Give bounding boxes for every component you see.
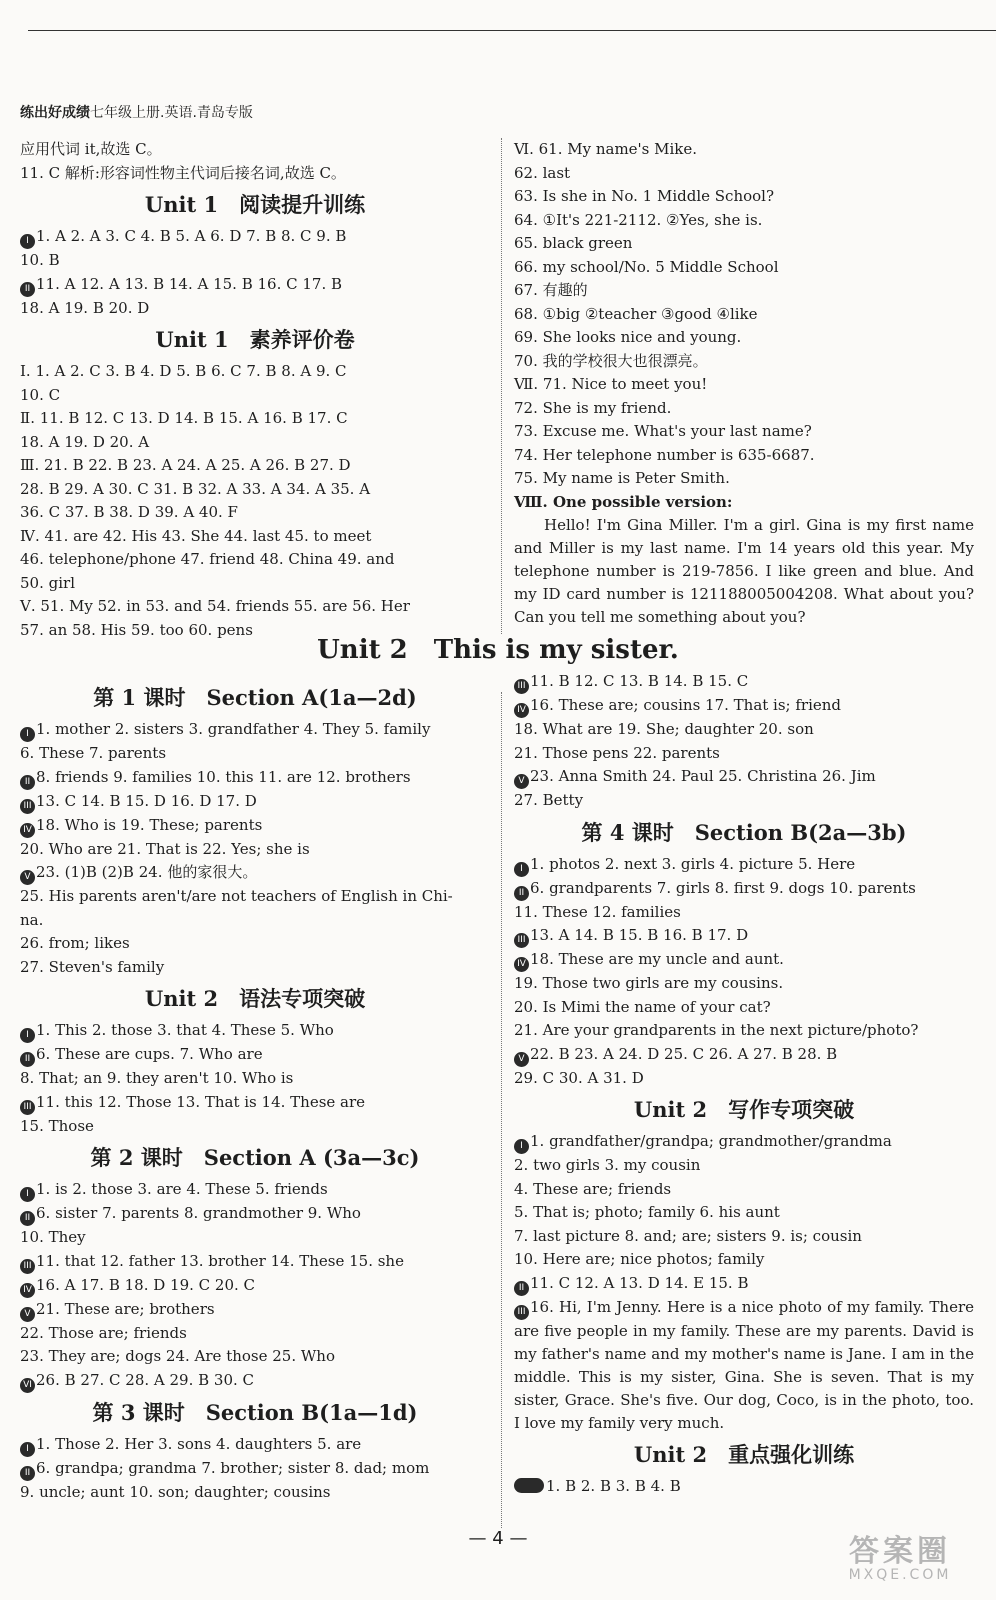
part-marker-icon: III <box>20 1100 35 1115</box>
answer-line: V 22. B 23. A 24. D 25. C 26. A 27. B 28. B <box>514 1043 974 1067</box>
answer-line: Ⅵ. 61. My name's Mike. <box>514 140 698 158</box>
part-marker-icon: I <box>20 1028 35 1043</box>
answer-line: 10. C <box>20 385 61 404</box>
part-marker-icon: III <box>20 799 35 814</box>
answer-line: 19. Those two girls are my cousins. <box>514 974 784 992</box>
answer-line: 63. Is she in No. 1 Middle School? <box>514 187 775 205</box>
answer-line: 9. uncle; aunt 10. son; daughter; cousins <box>20 1482 331 1501</box>
part-marker-icon: I <box>20 1442 35 1457</box>
answer-line: III 11. B 12. C 13. B 14. B 15. C <box>514 670 974 694</box>
answer-line: 64. ①It's 221-2112. ②Yes, she is. <box>514 210 763 229</box>
answer-line: 29. C 30. A 31. D <box>514 1068 644 1087</box>
answer-line: 22. Those are; friends <box>20 1323 187 1342</box>
answer-line: 75. My name is Peter Smith. <box>514 469 730 487</box>
answer-line: 21. Those pens 22. parents <box>514 743 720 762</box>
writing-paragraph: Hello! I'm Gina Miller. I'm a girl. Gina is my first name and Miller is my last name. I'm 14 years old this year. My telephone number is 219-7856. I like green and blue. And my ID card number is 121188005004208. What about you? Can you tell me something about you? <box>514 516 974 626</box>
answer-line: II 11. C 12. A 13. D 14. E 15. B <box>514 1272 974 1296</box>
answer-line: Ⅴ. 51. My 52. in 53. and 54. friends 55. are 56. Her <box>20 597 410 615</box>
answer-line: 2. two girls 3. my cousin <box>514 1156 701 1174</box>
answer-line: IV 16. A 17. B 18. D 19. C 20. C <box>20 1274 490 1298</box>
answer-line: 27. Steven's family <box>20 957 165 976</box>
answer-line: II 6. sister 7. parents 8. grandmother 9. Who <box>20 1202 490 1226</box>
answer-line: III 11. this 12. Those 13. That is 14. These are <box>20 1091 490 1115</box>
part-marker-icon: III <box>20 1259 35 1274</box>
answer-line: 23. They are; dogs 24. Are those 25. Who <box>20 1347 335 1365</box>
answer-line: 21. Are your grandparents in the next picture/photo? <box>514 1021 919 1039</box>
writing-label: Ⅷ. One possible version: <box>514 492 733 511</box>
part-marker-icon: III <box>514 1305 529 1320</box>
answer-line: I 1. mother 2. sisters 3. grandfather 4. They 5. family <box>20 718 490 742</box>
answer-line: II 6. grandpa; grandma 7. brother; sister 8. dad; mom <box>20 1457 490 1481</box>
answer-line: 7. last picture 8. and; are; sisters 9. is; cousin <box>514 1226 862 1245</box>
answer-line: 10. B <box>20 251 60 269</box>
right-column-top <box>514 138 974 629</box>
answer-line: Ⅰ. 1. A 2. C 3. B 4. D 5. B 6. C 7. B 8. A 9. C <box>20 362 347 380</box>
answer-line: 46. telephone/phone 47. friend 48. China 49. and <box>20 550 395 568</box>
part-marker-icon: I <box>20 234 35 249</box>
answer-line: 15. Those <box>20 1116 94 1135</box>
answer-line: II 8. friends 9. families 10. this 11. are 12. brothers <box>20 766 490 790</box>
answer-line: I 1. Those 2. Her 3. sons 4. daughters 5. are <box>20 1433 490 1457</box>
part-marker-icon: II <box>514 886 529 901</box>
text-line: 应用代词 it,故选 C。 <box>20 140 162 158</box>
part-marker-icon: V <box>514 774 529 789</box>
answer-line: 36. C 37. B 38. D 39. A 40. F <box>20 503 238 521</box>
part-marker-icon: I <box>20 727 35 742</box>
page-number: — 4 — <box>468 1528 528 1549</box>
answer-line: 18. A 19. D 20. A <box>20 432 150 451</box>
answer-line: 10. Here are; nice photos; family <box>514 1250 765 1268</box>
section-title: Unit 2 语法专项突破 <box>144 986 366 1011</box>
answer-line: IV 18. Who is 19. These; parents <box>20 814 490 838</box>
answer-line: 27. Betty <box>514 791 584 809</box>
lesson-title: 第 2 课时 Section A (3a—3c) <box>90 1145 420 1170</box>
part-marker-icon <box>514 1478 544 1493</box>
answer-line: 68. ①big ②teacher ③good ④like <box>514 304 758 323</box>
answer-line: 25. His parents aren't/are not teachers of English in Chi- <box>20 887 453 905</box>
essay-paragraph: III 16. Hi, I'm Jenny. Here is a nice photo of my family. There are five people in my family. These are my parents. David is my father's name and my mother's name is Jane. I am in the middle. This is my sister, Gina. She is seven. That is my sister, Grace. She's five. Our dog, Coco, is in the photo, too. I love my family very much. <box>514 1297 974 1432</box>
answer-line: na. <box>20 910 44 929</box>
answer-line: II 6. These are cups. 7. Who are <box>20 1043 490 1067</box>
answer-line: 69. She looks nice and young. <box>514 328 742 346</box>
part-marker-icon: IV <box>514 957 529 972</box>
answer-line: Ⅳ. 41. are 42. His 43. She 44. last 45. to meet <box>20 526 372 545</box>
part-marker-icon: I <box>514 1139 529 1154</box>
part-marker-icon: II <box>514 1281 529 1296</box>
part-marker-icon: II <box>20 282 35 297</box>
section-title: Unit 1 素养评价卷 <box>155 327 355 352</box>
watermark-logo: 答案圈 <box>849 1534 951 1569</box>
answer-line: VI 26. B 27. C 28. A 29. B 30. C <box>20 1369 490 1393</box>
answer-line: Ⅲ. 21. B 22. B 23. A 24. A 25. A 26. B 27. D <box>20 456 351 474</box>
answer-line: 26. from; likes <box>20 934 130 952</box>
answer-line: 62. last <box>514 163 571 182</box>
answer-line: V 23. (1)B (2)B 24. 他的家很大。 <box>20 861 490 885</box>
answer-line: III 11. that 12. father 13. brother 14. These 15. she <box>20 1250 490 1274</box>
answer-line: V 21. These are; brothers <box>20 1298 490 1322</box>
part-marker-icon: II <box>20 775 35 790</box>
answer-line: 72. She is my friend. <box>514 398 672 417</box>
answer-line: 6. These 7. parents <box>20 744 167 762</box>
section-title: Unit 2 重点强化训练 <box>633 1441 855 1467</box>
part-marker-icon: I <box>20 1187 35 1202</box>
answer-line: I 1. A 2. A 3. C 4. B 5. A 6. D 7. B 8. C 9. B <box>20 225 490 249</box>
answer-line: 65. black green <box>514 234 633 252</box>
answer-line: 10. They <box>20 1228 86 1246</box>
unit-title: Unit 2 This is my sister. <box>317 635 679 665</box>
answer-line: 8. That; an 9. they aren't 10. Who is <box>20 1069 294 1087</box>
answer-line: 1. B 2. B 3. B 4. B <box>514 1475 974 1499</box>
answer-line: 18. A 19. B 20. D <box>20 298 150 317</box>
answer-line: IV 18. These are my uncle and aunt. <box>514 948 974 972</box>
answer-line: I 1. photos 2. next 3. girls 4. picture 5. Here <box>514 853 974 877</box>
answer-line: 5. That is; photo; family 6. his aunt <box>514 1203 780 1221</box>
part-marker-icon: V <box>514 1052 529 1067</box>
watermark-url: MXQE.COM <box>848 1567 952 1583</box>
header-title: 七年级上册.英语.青岛专版 <box>90 105 253 121</box>
running-header <box>20 102 253 122</box>
left-column-top <box>20 138 490 642</box>
answer-line: 70. 我的学校很大也很漂亮。 <box>514 351 708 370</box>
answer-line: I 1. is 2. those 3. are 4. These 5. friends <box>20 1178 490 1202</box>
answer-line: I 1. This 2. those 3. that 4. These 5. Who <box>20 1019 490 1043</box>
part-marker-icon: III <box>514 933 529 948</box>
text-line: 11. C 解析:形容词性物主代词后接名词,故选 C。 <box>20 163 346 182</box>
answer-line: I 1. grandfather/grandpa; grandmother/grandma <box>514 1130 974 1154</box>
section-title: Unit 1 阅读提升训练 <box>144 192 366 217</box>
answer-line: 18. What are 19. She; daughter 20. son <box>514 720 814 738</box>
answer-line: V 23. Anna Smith 24. Paul 25. Christina 26. Jim <box>514 765 974 789</box>
part-marker-icon: II <box>20 1211 35 1226</box>
part-marker-icon: IV <box>514 703 529 718</box>
answer-line: IV 16. These are; cousins 17. That is; friend <box>514 694 974 718</box>
left-column-bottom <box>20 678 490 1504</box>
answer-line: 20. Is Mimi the name of your cat? <box>514 997 771 1016</box>
right-column-bottom <box>514 670 974 1498</box>
part-marker-icon: II <box>20 1052 35 1067</box>
header-brand: 练出好成绩 <box>20 105 90 121</box>
answer-line: 28. B 29. A 30. C 31. B 32. A 33. A 34. A 35. A <box>20 479 371 498</box>
answer-line: 57. an 58. His 59. too 60. pens <box>20 620 253 639</box>
answer-line: II 11. A 12. A 13. B 14. A 15. B 16. C 17. B <box>20 273 490 297</box>
answer-line: 73. Excuse me. What's your last name? <box>514 422 812 440</box>
answer-line: 66. my school/No. 5 Middle School <box>514 257 779 276</box>
part-marker-icon: IV <box>20 823 35 838</box>
part-marker-icon: I <box>514 862 529 877</box>
answer-line: III 13. C 14. B 15. D 16. D 17. D <box>20 790 490 814</box>
answer-line: Ⅶ. 71. Nice to meet you! <box>514 375 708 393</box>
lesson-title: 第 3 课时 Section B(1a—1d) <box>92 1399 418 1425</box>
answer-line: 67. 有趣的 <box>514 281 588 299</box>
answer-line: III 13. A 14. B 15. B 16. B 17. D <box>514 924 974 948</box>
top-rule <box>28 30 996 31</box>
part-marker-icon: V <box>20 870 35 885</box>
part-marker-icon: VI <box>20 1378 35 1393</box>
answer-line: 11. These 12. families <box>514 902 681 921</box>
answer-line: II 6. grandparents 7. girls 8. first 9. dogs 10. parents <box>514 877 974 901</box>
lesson-title: 第 4 课时 Section B(2a—3b) <box>581 819 907 845</box>
part-marker-icon: II <box>20 1466 35 1481</box>
section-title: Unit 2 写作专项突破 <box>633 1097 855 1122</box>
part-marker-icon: III <box>514 679 529 694</box>
column-divider-top <box>501 138 502 634</box>
answer-line: 20. Who are 21. That is 22. Yes; she is <box>20 839 310 858</box>
lesson-title: 第 1 课时 Section A(1a—2d) <box>93 685 417 710</box>
answer-line: 50. girl <box>20 573 75 592</box>
part-marker-icon: V <box>20 1307 35 1322</box>
answer-line: 4. These are; friends <box>514 1179 672 1198</box>
part-marker-icon: IV <box>20 1283 35 1298</box>
watermark <box>830 1536 970 1586</box>
answer-line: Ⅱ. 11. B 12. C 13. D 14. B 15. A 16. B 17. C <box>20 409 348 427</box>
unit2-title-block <box>20 628 976 672</box>
answer-line: 74. Her telephone number is 635-6687. <box>514 445 815 464</box>
column-divider-bottom <box>501 692 502 1528</box>
